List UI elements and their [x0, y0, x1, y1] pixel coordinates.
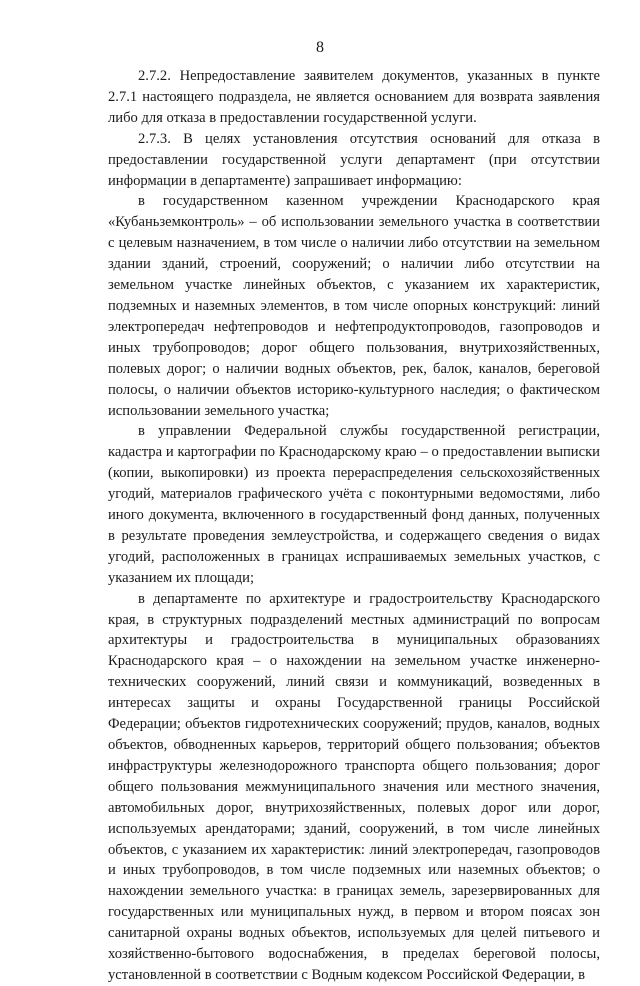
paragraph-rosreestr: в управлении Федеральной службы государственной регистрации, кадастра и картографии по Краснодарскому краю – о предоставлении выписки (копии, выкопировки) из проекта перераспределения сельскохозяйственных угодий, материалов графического учёта с поконтурными ведомостями, либо иного документа, включенного в государственный фонд данных, полученных в результате проведения землеустройства, и содержащего сведения о видах угодий, расположенных в границах испрашиваемых земельных участков, с указанием их площади;: [108, 423, 600, 586]
page-number: 8: [316, 39, 324, 56]
paragraph-kubanzemkontrol: в государственном казенном учреждении Краснодарского края «Кубаньземконтроль» – об использовании земельного участка в соответствии с целевым назначением, в том числе о наличии либо отсутствии на земельном здании зданий, строений, сооружений; о наличии либо отсутствии на земельном участке линейных объектов, с указанием их характеристик, подземных и наземных элементов, в том числе опорных конструкций: линий электропередач нефтепроводов и нефтепродуктопроводов, газопроводов и иных трубопроводов; дорог общего пользования, внутрихозяйственных, полевых дорог; о наличии водных объектов, рек, балок, каналов, береговой полосы, о наличии объектов историко-культурного наследия; о фактическом использовании земельного участка;: [108, 193, 600, 419]
document-body: [108, 66, 600, 986]
paragraph-2-7-3: 2.7.3. В целях установления отсутствия оснований для отказа в предоставлении государственной услуги департамент (при отсутствии информации в департаменте) запрашивает информацию:: [108, 130, 600, 189]
paragraph-architecture-department: в департаменте по архитектуре и градостроительству Краснодарского края, в структурных подразделений местных администраций по вопросам архитектуры и градостроительства в муниципальных образованиях Краснодарского края – о нахождении на земельном участке инженерно-технических сооружений, линий связи и коммуникаций, возведенных в интересах защиты и охраны Государственной границы Российской Федерации; объектов гидротехнических сооружений; прудов, каналов, водных объектов, обводненных карьеров, территорий общего пользования; объектов инфраструктуры железнодорожного транспорта общего пользования; дорог общего пользования межмуниципального значения или местного значения, автомобильных дорог, внутрихозяйственных, полевых дорог или дорог, используемых арендаторами; зданий, сооружений, в том числе линейных объектов, с указанием их характеристик: линий электропередач, газопроводов и иных трубопроводов, в том числе подземных или наземных объектов; о нахождении земельного участка: в границах земель, зарезервированных для государственных или муниципальных нужд, в первом и втором поясах зон санитарной охраны водных объектов, используемых для целей питьевого и хозяйственно-бытового водоснабжения, в пределах береговой полосы, установленной в соответствии с Водным кодексом Российской Федерации, в: [108, 590, 600, 983]
paragraph-2-7-2: 2.7.2. Непредоставление заявителем документов, указанных в пункте 2.7.1 настоящего подраздела, не является основанием для возврата заявления либо для отказа в предоставлении государственной услуги.: [108, 68, 600, 126]
